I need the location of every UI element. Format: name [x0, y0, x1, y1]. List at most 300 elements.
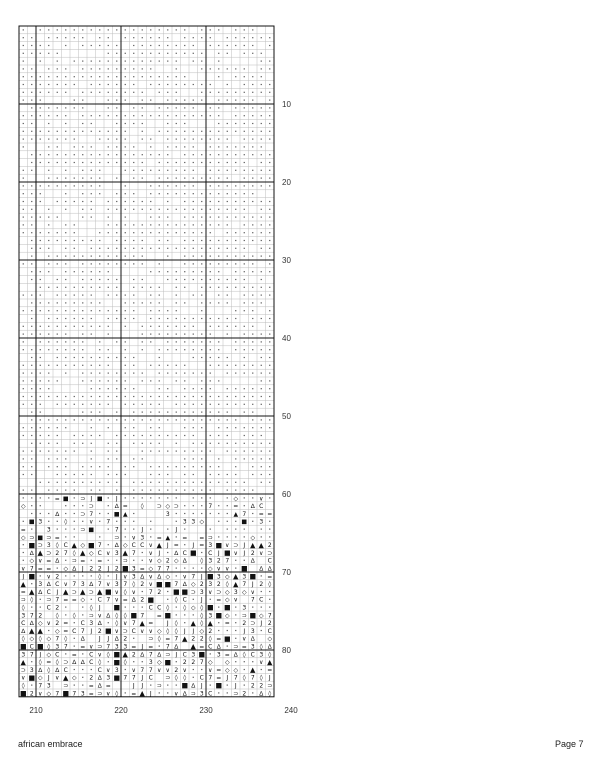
stitch-symbol: = [37, 565, 43, 573]
stitch-dot [244, 107, 245, 108]
stitch-dot [184, 287, 185, 288]
stitch-symbol: ∨ [131, 588, 136, 596]
stitch-symbol: 7 [140, 612, 145, 620]
stitch-dot [82, 685, 83, 686]
stitch-symbol: 3 [80, 581, 85, 589]
stitch-dot [201, 256, 202, 257]
stitch-dot [116, 139, 117, 140]
stitch-dot [167, 201, 168, 202]
stitch-dot [74, 162, 75, 163]
stitch-dot [142, 419, 143, 420]
stitch-dot [125, 224, 126, 225]
stitch-symbol: ◇ [37, 674, 43, 682]
stitch-symbol: ◊ [123, 588, 127, 596]
stitch-dot [261, 76, 262, 77]
stitch-dot [74, 575, 75, 576]
stitch-dot [23, 490, 24, 491]
stitch-dot [210, 334, 211, 335]
stitch-dot [116, 178, 117, 179]
stitch-dot [269, 263, 270, 264]
stitch-dot [252, 341, 253, 342]
stitch-dot [82, 185, 83, 186]
stitch-dot [40, 419, 41, 420]
stitch-dot [74, 451, 75, 452]
stitch-dot [210, 29, 211, 30]
stitch-dot [218, 427, 219, 428]
stitch-symbol: 7 [199, 659, 204, 667]
stitch-dot [235, 209, 236, 210]
stitch-symbol: C [97, 596, 102, 604]
stitch-symbol: = [148, 620, 154, 628]
stitch-symbol: ■ [19, 689, 27, 698]
stitch-dot [227, 209, 228, 210]
stitch-dot [193, 451, 194, 452]
stitch-dot [125, 154, 126, 155]
stitch-symbol: J [268, 674, 271, 682]
stitch-dot [99, 271, 100, 272]
stitch-dot [48, 388, 49, 389]
stitch-dot [210, 224, 211, 225]
stitch-dot [227, 419, 228, 420]
stitch-dot [184, 380, 185, 381]
stitch-dot [133, 529, 134, 530]
stitch-dot [31, 685, 32, 686]
stitch-dot [23, 349, 24, 350]
stitch-dot [235, 490, 236, 491]
stitch-dot [218, 162, 219, 163]
stitch-dot [150, 529, 151, 530]
stitch-dot [261, 53, 262, 54]
stitch-dot [244, 45, 245, 46]
stitch-dot [193, 669, 194, 670]
stitch-dot [184, 162, 185, 163]
stitch-dot [48, 162, 49, 163]
stitch-dot [31, 513, 32, 514]
stitch-dot [40, 513, 41, 514]
stitch-dot [48, 435, 49, 436]
stitch-symbol: ■ [155, 580, 163, 589]
stitch-dot [176, 178, 177, 179]
stitch-dot [108, 146, 109, 147]
stitch-dot [184, 544, 185, 545]
stitch-dot [261, 529, 262, 530]
stitch-dot [125, 529, 126, 530]
stitch-dot [142, 607, 143, 608]
stitch-dot [201, 139, 202, 140]
stitch-symbol: ■ [223, 634, 231, 643]
stitch-dot [91, 162, 92, 163]
stitch-symbol: 3 [89, 620, 94, 628]
stitch-symbol: = [216, 596, 222, 604]
stitch-dot [108, 92, 109, 93]
stitch-dot [159, 37, 160, 38]
stitch-symbol: ■ [215, 681, 223, 690]
stitch-dot [133, 263, 134, 264]
stitch-symbol: 2 [242, 620, 247, 628]
stitch-dot [116, 154, 117, 155]
stitch-dot [108, 295, 109, 296]
stitch-dot [167, 209, 168, 210]
stitch-dot [159, 427, 160, 428]
stitch-dot [227, 388, 228, 389]
stitch-symbol: C [72, 627, 77, 635]
stitch-dot [48, 302, 49, 303]
stitch-dot [235, 529, 236, 530]
stitch-dot [91, 146, 92, 147]
stitch-dot [31, 458, 32, 459]
stitch-dot [23, 334, 24, 335]
row-number-label: 30 [282, 256, 291, 265]
stitch-symbol: 2 [89, 674, 94, 682]
stitch-dot [74, 505, 75, 506]
stitch-dot [269, 139, 270, 140]
stitch-dot [167, 451, 168, 452]
stitch-dot [201, 505, 202, 506]
stitch-dot [193, 240, 194, 241]
stitch-dot [91, 295, 92, 296]
stitch-dot [125, 131, 126, 132]
stitch-symbol: ◊ [200, 612, 204, 620]
stitch-dot [65, 37, 66, 38]
stitch-dot [74, 201, 75, 202]
stitch-dot [261, 365, 262, 366]
stitch-symbol: ◊ [200, 557, 204, 565]
stitch-symbol: ■ [113, 673, 121, 682]
stitch-dot [91, 575, 92, 576]
stitch-symbol: C [63, 542, 68, 550]
stitch-symbol: J [107, 635, 110, 643]
stitch-dot [31, 131, 32, 132]
stitch-dot [159, 380, 160, 381]
stitch-dot [184, 614, 185, 615]
stitch-dot [244, 427, 245, 428]
stitch-dot [159, 178, 160, 179]
stitch-dot [125, 92, 126, 93]
stitch-dot [210, 287, 211, 288]
stitch-dot [108, 248, 109, 249]
stitch-dot [65, 458, 66, 459]
stitch-dot [235, 451, 236, 452]
stitch-symbol: 3 [242, 604, 247, 612]
stitch-dot [261, 170, 262, 171]
stitch-dot [99, 341, 100, 342]
stitch-dot [116, 396, 117, 397]
stitch-dot [57, 334, 58, 335]
stitch-dot [91, 256, 92, 257]
stitch-dot [244, 287, 245, 288]
stitch-dot [57, 76, 58, 77]
stitch-dot [244, 302, 245, 303]
stitch-dot [142, 162, 143, 163]
stitch-dot [57, 568, 58, 569]
stitch-dot [193, 84, 194, 85]
stitch-symbol: 3 [46, 682, 51, 690]
stitch-dot [142, 154, 143, 155]
stitch-dot [244, 162, 245, 163]
stitch-dot [125, 139, 126, 140]
stitch-dot [133, 357, 134, 358]
stitch-dot [269, 599, 270, 600]
stitch-dot [167, 529, 168, 530]
stitch-dot [227, 53, 228, 54]
stitch-dot [252, 240, 253, 241]
stitch-dot [125, 68, 126, 69]
stitch-symbol: ■ [36, 642, 44, 651]
stitch-dot [244, 170, 245, 171]
stitch-dot [99, 287, 100, 288]
stitch-dot [227, 240, 228, 241]
stitch-dot [261, 178, 262, 179]
stitch-dot [116, 310, 117, 311]
stitch-symbol: ⊃ [156, 503, 162, 511]
stitch-dot [23, 497, 24, 498]
stitch-symbol: ∆ [174, 643, 179, 651]
stitch-dot [252, 458, 253, 459]
stitch-dot [193, 178, 194, 179]
stitch-dot [150, 201, 151, 202]
stitch-dot [193, 513, 194, 514]
stitch-dot [108, 310, 109, 311]
stitch-dot [159, 295, 160, 296]
stitch-symbol: 3 [140, 534, 145, 542]
stitch-dot [167, 349, 168, 350]
stitch-dot [184, 482, 185, 483]
stitch-dot [150, 474, 151, 475]
stitch-symbol: C [131, 627, 136, 635]
stitch-dot [82, 154, 83, 155]
stitch-dot [193, 318, 194, 319]
stitch-symbol: ∆ [55, 666, 60, 674]
stitch-symbol: ▲ [63, 673, 69, 682]
stitch-dot [99, 490, 100, 491]
stitch-symbol: ⊃ [63, 659, 69, 667]
stitch-dot [244, 131, 245, 132]
stitch-dot [235, 92, 236, 93]
stitch-dot [108, 661, 109, 662]
stitch-dot [133, 490, 134, 491]
stitch-dot [116, 29, 117, 30]
stitch-dot [57, 380, 58, 381]
stitch-dot [125, 365, 126, 366]
stitch-symbol: ⊃ [165, 651, 171, 659]
stitch-symbol: C [208, 549, 213, 557]
stitch-dot [235, 310, 236, 311]
stitch-dot [31, 435, 32, 436]
stitch-dot [65, 131, 66, 132]
stitch-symbol: ◇ [199, 627, 205, 635]
stitch-symbol: ▲ [190, 619, 196, 628]
stitch-symbol: ∨ [148, 581, 153, 589]
stitch-symbol: 7 [174, 635, 179, 643]
stitch-dot [269, 310, 270, 311]
row-number-label: 70 [282, 568, 291, 577]
stitch-dot [176, 185, 177, 186]
stitch-symbol: ∨ [182, 573, 187, 581]
stitch-symbol: 7 [123, 674, 128, 682]
stitch-dot [91, 193, 92, 194]
stitch-dot [57, 256, 58, 257]
stitch-dot [82, 396, 83, 397]
stitch-symbol: = [46, 565, 52, 573]
stitch-symbol: 2 [174, 666, 179, 674]
stitch-symbol: = [267, 666, 273, 674]
stitch-dot [227, 45, 228, 46]
stitch-dot [201, 53, 202, 54]
stitch-symbol: ∨ [165, 666, 170, 674]
stitch-symbol: = [71, 651, 77, 659]
stitch-dot [176, 45, 177, 46]
stitch-symbol: ∨ [63, 581, 68, 589]
stitch-symbol: 7 [29, 565, 34, 573]
stitch-dot [201, 404, 202, 405]
stitch-dot [269, 256, 270, 257]
stitch-symbol: 3 [182, 518, 187, 526]
stitch-dot [193, 466, 194, 467]
stitch-symbol: ∨ [106, 666, 111, 674]
stitch-dot [48, 419, 49, 420]
stitch-symbol: 7 [267, 612, 272, 620]
stitch-symbol: 2 [55, 549, 60, 557]
stitch-symbol: 3 [208, 581, 213, 589]
stitch-dot [244, 482, 245, 483]
stitch-dot [201, 380, 202, 381]
stitch-dot [82, 107, 83, 108]
stitch-dot [48, 443, 49, 444]
stitch-dot [150, 419, 151, 420]
stitch-dot [218, 458, 219, 459]
stitch-dot [23, 373, 24, 374]
stitch-dot [184, 263, 185, 264]
stitch-dot [31, 326, 32, 327]
stitch-symbol: ∨ [106, 549, 111, 557]
stitch-dot [218, 692, 219, 693]
stitch-dot [133, 412, 134, 413]
stitch-dot [227, 170, 228, 171]
stitch-dot [74, 29, 75, 30]
stitch-symbol: ⊃ [114, 534, 120, 542]
stitch-dot [142, 61, 143, 62]
stitch-dot [23, 295, 24, 296]
stitch-dot [159, 232, 160, 233]
stitch-dot [159, 162, 160, 163]
stitch-dot [108, 451, 109, 452]
stitch-dot [227, 685, 228, 686]
stitch-dot [23, 178, 24, 179]
stitch-dot [227, 154, 228, 155]
stitch-symbol: = [216, 635, 222, 643]
stitch-dot [125, 692, 126, 693]
stitch-dot [210, 209, 211, 210]
stitch-symbol: ◊ [30, 596, 34, 604]
stitch-dot [167, 412, 168, 413]
column-number-labels [29, 706, 298, 715]
stitch-dot [227, 357, 228, 358]
stitch-dot [252, 334, 253, 335]
stitch-symbol: ⊃ [88, 503, 94, 511]
stitch-dot [91, 388, 92, 389]
stitch-dot [176, 224, 177, 225]
stitch-symbol: ▲ [182, 634, 188, 643]
stitch-dot [227, 451, 228, 452]
stitch-dot [116, 224, 117, 225]
stitch-dot [40, 365, 41, 366]
stitch-dot [74, 287, 75, 288]
stitch-symbol: ▲ [139, 689, 145, 698]
stitch-dot [99, 388, 100, 389]
stitch-dot [99, 365, 100, 366]
stitch-dot [227, 232, 228, 233]
stitch-symbol: = [216, 666, 222, 674]
stitch-dot [210, 466, 211, 467]
stitch-dot [210, 490, 211, 491]
stitch-symbol: ■ [206, 603, 214, 612]
stitch-dot [193, 474, 194, 475]
stitch-dot [252, 661, 253, 662]
stitch-dot [48, 154, 49, 155]
stitch-dot [65, 201, 66, 202]
stitch-dot [227, 536, 228, 537]
stitch-dot [40, 295, 41, 296]
stitch-dot [57, 185, 58, 186]
stitch-dot [176, 326, 177, 327]
stitch-dot [91, 248, 92, 249]
stitch-dot [150, 53, 151, 54]
stitch-dot [108, 100, 109, 101]
stitch-dot [31, 154, 32, 155]
stitch-dot [227, 505, 228, 506]
stitch-dot [40, 92, 41, 93]
stitch-dot [150, 185, 151, 186]
stitch-dot [235, 256, 236, 257]
stitch-symbol: ◇ [207, 659, 213, 667]
stitch-symbol: ◇ [156, 557, 162, 565]
stitch-symbol: 2 [259, 581, 264, 589]
stitch-symbol: ◊ [200, 620, 204, 628]
stitch-symbol: ∨ [242, 635, 247, 643]
stitch-dot [159, 490, 160, 491]
stitch-symbol: ∆ [191, 682, 196, 690]
stitch-dot [261, 349, 262, 350]
stitch-dot [252, 271, 253, 272]
stitch-dot [57, 458, 58, 459]
stitch-dot [159, 443, 160, 444]
stitch-dot [31, 302, 32, 303]
stitch-dot [65, 614, 66, 615]
stitch-dot [108, 256, 109, 257]
stitch-symbol: 2 [131, 651, 136, 659]
stitch-dot [210, 162, 211, 163]
stitch-dot [40, 349, 41, 350]
stitch-dot [142, 45, 143, 46]
stitch-dot [235, 638, 236, 639]
stitch-symbol: ◇ [241, 588, 247, 596]
stitch-symbol: C [29, 643, 34, 651]
stitch-dot [244, 146, 245, 147]
stitch-dot [57, 61, 58, 62]
stitch-dot [65, 263, 66, 264]
stitch-symbol: ■ [88, 526, 95, 534]
stitch-dot [99, 61, 100, 62]
stitch-symbol: ⊃ [29, 534, 35, 542]
stitch-dot [48, 217, 49, 218]
stitch-symbol: C [140, 542, 145, 550]
stitch-symbol: ■ [28, 518, 35, 526]
stitch-dot [167, 84, 168, 85]
stitch-dot [244, 100, 245, 101]
stitch-dot [159, 365, 160, 366]
stitch-symbol: ∨ [97, 651, 102, 659]
stitch-dot [23, 224, 24, 225]
